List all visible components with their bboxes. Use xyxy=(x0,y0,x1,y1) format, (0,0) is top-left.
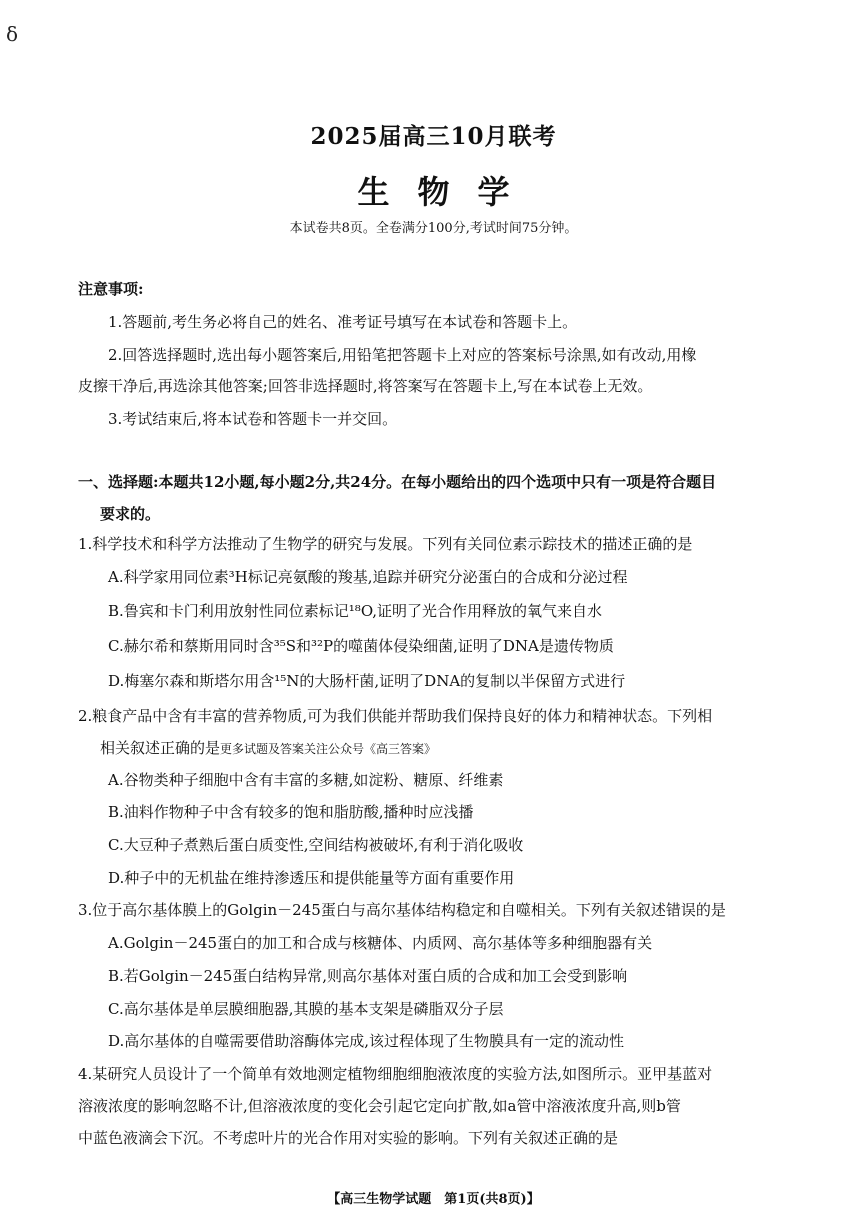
note-item: 2.回答选择题时,选出每小题答案后,用铅笔把答题卡上对应的答案标号涂黑,如有改动,用橡 xyxy=(108,346,697,364)
question-2-option-a: A.谷物类种子细胞中含有丰富的多糖,如淀粉、糖原、纤维素 xyxy=(108,771,504,789)
question-1-option-a: A.科学家用同位素³H标记亮氨酸的羧基,追踪并研究分泌蛋白的合成和分泌过程 xyxy=(108,568,628,586)
subject-title: 生物学 xyxy=(357,173,538,211)
note-item: 3.考试结束后,将本试卷和答题卡一并交回。 xyxy=(108,410,398,428)
question-1-option-d: D.梅塞尔森和斯塔尔用含¹⁵N的大肠杆菌,证明了DNA的复制以半保留方式进行 xyxy=(108,672,626,690)
exam-info: 本试卷共8页。全卷满分100分,考试时间75分钟。 xyxy=(289,221,578,236)
section-heading: 一、选择题:本题共12小题,每小题2分,共24分。在每小题给出的四个选项中只有一项是符合题目 xyxy=(78,473,717,491)
question-4-stem-cont: 溶液浓度的影响忽略不计,但溶液浓度的变化会引起它定向扩散,如a管中溶液浓度升高,则b管 xyxy=(78,1097,681,1115)
question-2-option-c: C.大豆种子煮熟后蛋白质变性,空间结构被破坏,有利于消化吸收 xyxy=(108,836,524,854)
question-3-stem: 3.位于高尔基体膜上的Golgin－245蛋白与高尔基体结构稳定和自噬相关。下列有关叙述错误的是 xyxy=(78,901,726,919)
question-3-option-b: B.若Golgin－245蛋白结构异常,则高尔基体对蛋白质的合成和加工会受到影响 xyxy=(108,967,628,985)
question-2-option-b: B.油料作物种子中含有较多的饱和脂肪酸,播种时应浅播 xyxy=(108,803,474,821)
question-2-stem-text: 相关叙述正确的是 xyxy=(100,739,221,757)
notes-heading: 注意事项: xyxy=(78,280,144,298)
question-2-stem: 2.粮食产品中含有丰富的营养物质,可为我们供能并帮助我们保持良好的体力和精神状态。下列相 xyxy=(78,707,713,725)
exam-title: 2025届高三10月联考 xyxy=(310,123,557,150)
corner-pen-mark: δ xyxy=(6,22,19,46)
question-1-option-c: C.赫尔希和蔡斯用同时含³⁵S和³²P的噬菌体侵染细菌,证明了DNA是遗传物质 xyxy=(108,637,614,655)
question-3-option-d: D.高尔基体的自噬需要借助溶酶体完成,该过程体现了生物膜具有一定的流动性 xyxy=(108,1032,625,1050)
question-1-stem: 1.科学技术和科学方法推动了生物学的研究与发展。下列有关同位素示踪技术的描述正确的是 xyxy=(78,535,693,553)
section-heading-cont: 要求的。 xyxy=(100,505,161,523)
question-4-stem: 4.某研究人员设计了一个简单有效地测定植物细胞细胞液浓度的实验方法,如图所示。亚甲基蓝对 xyxy=(78,1065,713,1083)
question-1-option-b: B.鲁宾和卡门利用放射性同位素标记¹⁸O,证明了光合作用释放的氧气来自水 xyxy=(108,602,603,620)
note-item: 皮擦干净后,再选涂其他答案;回答非选择题时,将答案写在答题卡上,写在本试卷上无效。 xyxy=(78,377,653,395)
note-item: 1.答题前,考生务必将自己的姓名、准考证号填写在本试卷和答题卡上。 xyxy=(108,313,578,331)
question-2-stem-cont xyxy=(100,738,436,759)
question-4-stem-cont: 中蓝色液滴会下沉。不考虑叶片的光合作用对实验的影响。下列有关叙述正确的是 xyxy=(78,1129,619,1147)
question-3-option-a: A.Golgin－245蛋白的加工和合成与核糖体、内质网、高尔基体等多种细胞器有关 xyxy=(108,934,653,952)
question-2-option-d: D.种子中的无机盐在维持渗透压和提供能量等方面有重要作用 xyxy=(108,869,515,887)
page-footer: 【高三生物学试题 第1页(共8页)】 xyxy=(327,1192,540,1207)
watermark-note: 更多试题及答案关注公众号《高三答案》 xyxy=(220,742,437,756)
question-3-option-c: C.高尔基体是单层膜细胞器,其膜的基本支架是磷脂双分子层 xyxy=(108,1000,504,1018)
